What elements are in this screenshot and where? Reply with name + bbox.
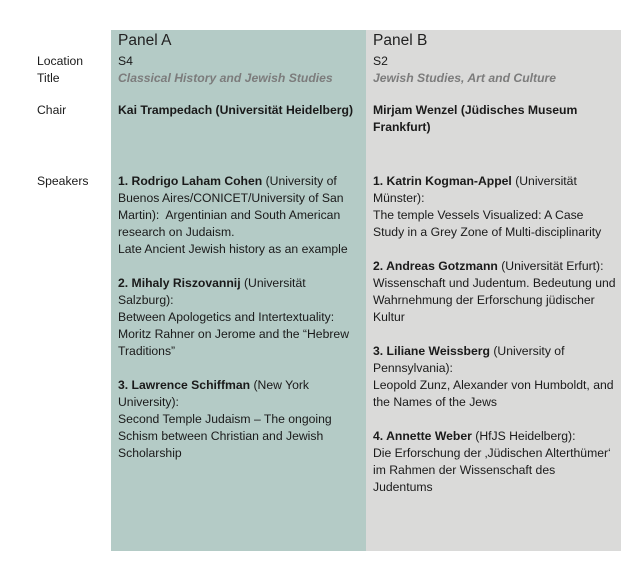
speaker-talk: The temple Vessels Visualized: A Case Study in a Grey Zone of Multi-disciplinarity — [373, 208, 602, 239]
speaker-talk-line-2: Late Ancient Jewish history as an example — [118, 242, 348, 256]
speaker-name: 1. Katrin Kogman-Appel — [373, 174, 512, 188]
speaker-affiliation: (University of Buenos Aires/CONICET/University of San Martin): — [118, 174, 344, 222]
row-label-title: Title — [37, 71, 60, 85]
speaker-entry — [373, 428, 617, 496]
panel-a-title: Classical History and Jewish Studies — [118, 71, 333, 85]
speaker-entry — [118, 377, 362, 462]
panel-b-location: S2 — [373, 54, 388, 68]
speaker-entry — [118, 275, 362, 360]
speaker-entry — [373, 173, 617, 241]
speaker-affiliation: (New York University): — [118, 378, 310, 409]
row-label-chair: Chair — [37, 103, 67, 117]
speaker-talk: Wissenschaft und Judentum. Bedeutung und Wahrnehmung der Erforschung jüdischer Kultur — [373, 276, 616, 324]
speaker-affiliation: (Universität Erfurt): — [497, 259, 604, 273]
panel-b-speakers — [373, 173, 617, 513]
speaker-affiliation: (University of Pennsylvania): — [373, 344, 565, 375]
speaker-talk: Die Erforschung der ‚Jüdischen Alterthümer‘ im Rahmen der Wissenschaft des Judentums — [373, 446, 611, 494]
row-label-location: Location — [37, 54, 84, 68]
speaker-name: 3. Lawrence Schiffman — [118, 378, 251, 392]
panel-a-location: S4 — [118, 54, 133, 68]
speaker-affiliation: (Universität Münster): — [373, 174, 577, 205]
speaker-entry — [373, 343, 617, 411]
speaker-name: 2. Andreas Gotzmann — [373, 259, 498, 273]
speaker-name: 1. Rodrigo Laham Cohen — [118, 174, 263, 188]
speaker-affiliation: (Universität Salzburg): — [118, 276, 306, 307]
row-label-speakers: Speakers — [37, 174, 89, 188]
panel-b-heading: Panel B — [373, 32, 428, 49]
panel-b-chair: Mirjam Wenzel (Jüdisches Museum Frankfurt) — [373, 103, 578, 134]
speaker-entry — [118, 173, 362, 258]
speaker-talk: Argentinian and South American research on Judaism. — [118, 208, 341, 239]
speaker-name: 3. Liliane Weissberg — [373, 344, 490, 358]
speaker-talk: Between Apologetics and Intertextuality: Moritz Rahner on Jerome and the “Hebrew Traditions” — [118, 310, 349, 358]
speaker-talk: Second Temple Judaism – The ongoing Schism between Christian and Jewish Scholarship — [118, 412, 332, 460]
speaker-talk: Leopold Zunz, Alexander von Humboldt, and the Names of the Jews — [373, 378, 614, 409]
panel-a-chair: Kai Trampedach (Universität Heidelberg) — [118, 103, 354, 117]
panel-a-speakers — [118, 173, 362, 479]
panel-b-title: Jewish Studies, Art and Culture — [373, 71, 557, 85]
speaker-affiliation: (HfJS Heidelberg): — [471, 429, 576, 443]
speaker-entry — [373, 258, 617, 326]
speaker-name: 4. Annette Weber — [373, 429, 472, 443]
speaker-name: 2. Mihaly Riszovannij — [118, 276, 241, 290]
panel-a-heading: Panel A — [118, 32, 172, 49]
